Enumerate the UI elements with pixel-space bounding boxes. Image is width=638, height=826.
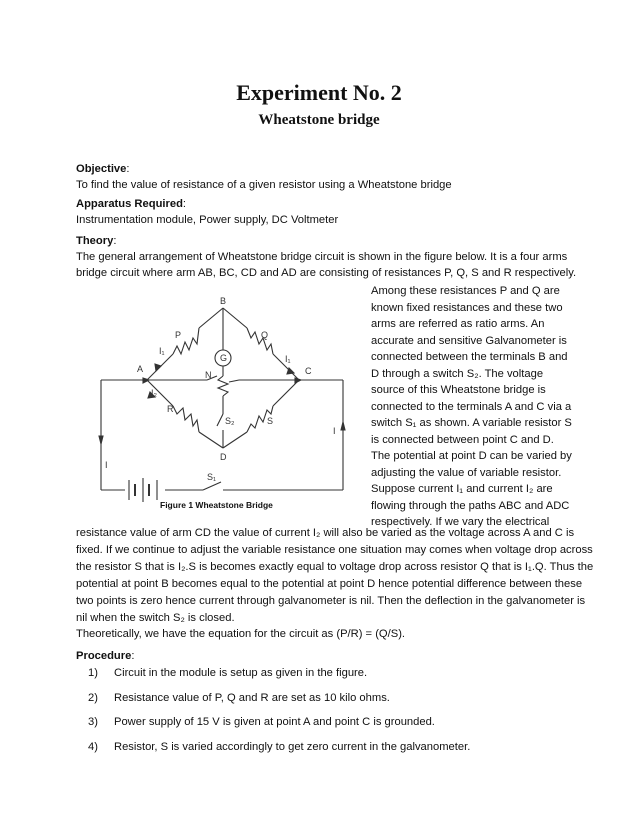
arrow [341,422,345,430]
procedure-step: 2) Resistance value of P, Q and R are set as 10 kilo ohms. [88,691,390,704]
label-a: A [137,364,144,374]
apparatus-text: Instrumentation module, Power supply, DC Voltmeter [76,214,339,226]
label-n: N [205,370,212,380]
side-line: Suppose current I₁ and current I₂ are [371,483,553,495]
body-line-2: fixed. If we continue to adjust the variable resistance one situation may comes when voltage drop across [76,544,593,556]
objective-heading: Objective [76,163,127,175]
procedure-list [88,666,470,764]
procedure-step: 1) Circuit in the module is setup as given in the figure. [88,667,368,679]
page-title: Experiment No. 2 [236,80,402,105]
apparatus-heading: Apparatus Required [76,198,183,210]
arrow [295,378,301,383]
side-line: is connected between point C and D. [371,433,554,446]
side-line: connected to the terminals A and C via a [371,400,572,413]
side-line: connected between the terminals B and [371,351,568,363]
label-i-left: I [105,460,108,470]
label-s: S [267,416,274,426]
body-line-6: nil when the switch S₂ is closed. [76,612,235,624]
label-i1-right: I₁ [285,354,291,364]
label-r: R [167,404,174,414]
side-line: adjusting the value of variable resistor. [371,466,562,479]
side-line: source of this Wheatstone bridge is [371,384,546,396]
theory-side-text [371,283,571,531]
resistor-r [173,406,199,432]
procedure-heading: Procedure [76,650,132,662]
side-line: flowing through the paths ABC and ADC [371,499,570,512]
figure-caption: Figure 1 Wheatstone Bridge [160,500,273,510]
label-i1-left: I₁ [159,346,165,356]
label-s1: S₁ [207,472,217,482]
resistor-q [247,328,273,354]
label-p: P [175,330,182,340]
page-subtitle: Wheatstone bridge [258,112,380,128]
objective-heading-line: Objective: [76,163,130,175]
resistor-n [218,376,228,396]
objective-text: To find the value of resistance of a given resistor using a Wheatstone bridge [76,179,452,191]
label-b: B [220,296,227,306]
theory-heading: Theory [76,235,114,247]
label-q: Q [261,330,269,340]
apparatus-heading-line: Apparatus Required: [76,198,187,210]
side-line: respectively. If we vary the electrical [371,516,550,528]
side-line: Among these resistances P and Q are [371,285,560,297]
label-g: G [220,353,228,363]
theory-line-1: The general arrangement of Wheatstone bridge circuit is shown in the figure below. It is a four arms [76,251,568,263]
label-d: D [220,452,227,462]
label-i-right: I [333,426,336,436]
side-line: accurate and sensitive Galvanometer is [371,334,567,347]
procedure-step: 4) Resistor, S is varied accordingly to get zero current in the galvanometer. [88,740,471,753]
label-s2: S₂ [225,416,235,426]
body-line-4: potential at point B becomes equal to the potential at point D hence potential difference between these [76,578,583,590]
arrow [155,364,161,371]
theory-line-2: bridge circuit where arm AB, BC, CD and AD are consisting of resistances P, Q, S and R respectively. [76,267,577,279]
body-line-5: two points is zero hence current through galvanometer is nil. Then the deflection in the galvanometer is [76,595,586,607]
arrow [99,436,103,444]
side-line: D through a switch S₂. The voltage [371,367,544,380]
procedure-step: 3) Power supply of 15 V is given at point A and point C is grounded. [88,716,435,728]
side-line: The potential at point D can be varied by [371,450,572,462]
theory-heading-line: Theory: [76,235,117,247]
body-line-3: the resistor S that is I₂.S is becomes exactly equal to voltage drop across resistor Q that is I₁.Q. Thus the [76,561,594,573]
side-line: switch S₁ as shown. A variable resistor S [371,417,572,429]
label-i2-left: I₂ [151,388,157,398]
procedure-heading-line: Procedure: [76,650,135,662]
side-line: arms are referred as ratio arms. An [371,318,545,330]
body-line-1: resistance value of arm CD the value of current I₂ will also be varied as the voltage across A and C is [76,527,575,539]
side-line: known fixed resistances and these two [371,301,563,314]
body-line-7: Theoretically, we have the equation for the circuit as (P/R) = (Q/S). [76,628,406,640]
wheatstone-bridge-figure [95,296,365,510]
label-c: C [305,366,312,376]
